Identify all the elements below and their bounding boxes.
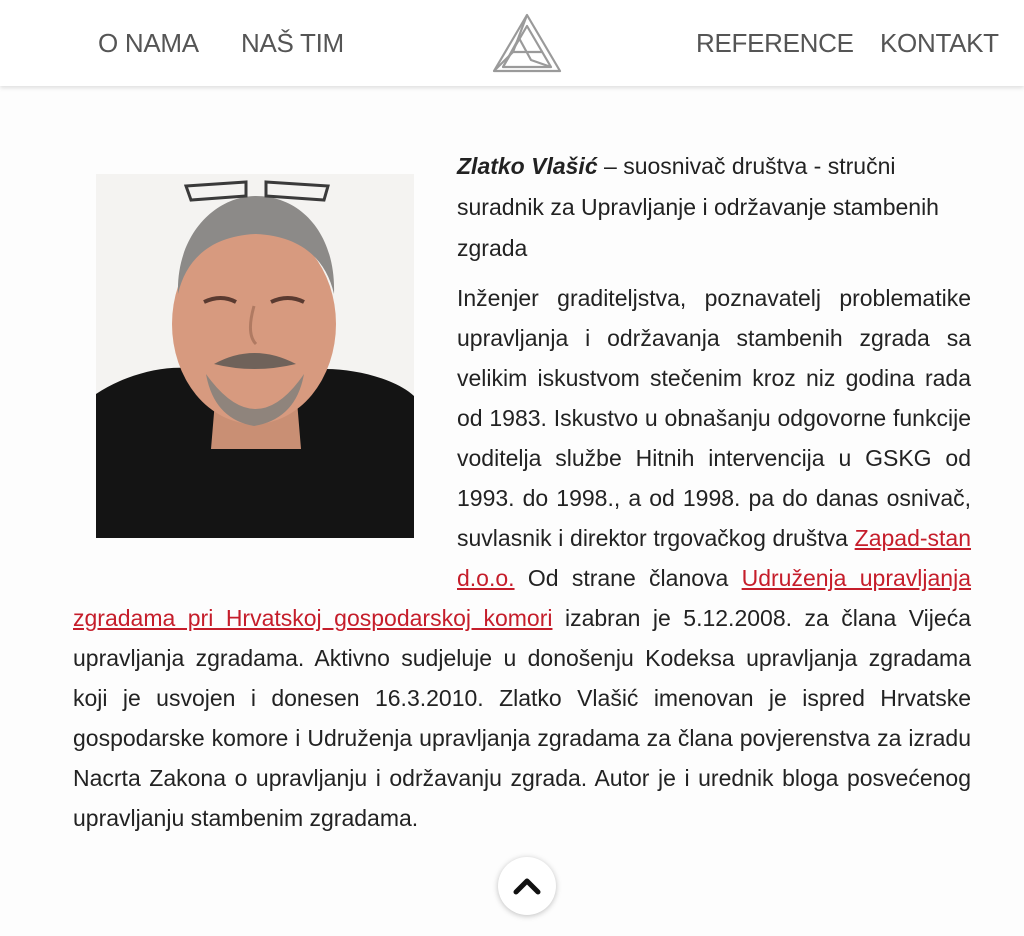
- top-navbar: [0, 0, 1024, 86]
- triangle-logo-icon[interactable]: [491, 12, 563, 74]
- nav-reference[interactable]: REFERENCE: [696, 28, 854, 58]
- bio-paragraph: [73, 278, 971, 838]
- zapad-stan-link[interactable]: Zapad-stan d.o.o.: [457, 525, 971, 591]
- photo-float-spacer: [73, 278, 457, 596]
- chevron-up-icon: [512, 876, 542, 896]
- main-content: [0, 86, 1024, 936]
- bio-text-2: Od strane članova: [514, 565, 742, 591]
- person-role: – suosnivač društva - stručni suradnik za Upravljanje i održavanje stambenih zgrada: [457, 153, 939, 261]
- nav-nas-tim[interactable]: NAŠ TIM: [241, 28, 344, 58]
- bio-text-1: Inženjer graditeljstva, poznavatelj problematike upravljanja i održavanja stambenih zgrada sa velikim iskustvom stečenim kroz niz godina rada od 1983. Iskustvo u obnašanju odgovorne funkcije voditelja službe Hitnih intervencija u GSKG od 1993. do 1998., a od 1998. pa do danas osnivač, suvlasnik i direktor trgovačkog društva: [457, 285, 971, 551]
- person-heading: [457, 146, 977, 269]
- scroll-top-button[interactable]: [498, 857, 556, 915]
- nav-o-nama[interactable]: O NAMA: [98, 28, 199, 58]
- nav-kontakt[interactable]: KONTAKT: [880, 28, 999, 58]
- bio-text-3: izabran je 5.12.2008. za člana Vijeća upravljanja zgradama. Aktivno sudjeluje u donošenju Kodeksa upravljanja zgradama koji je usvojen i donesen 16.3.2010. Zlatko Vlašić imenovan je ispred Hrvatske gospodarske komore i Udruženja upravljanja zgradama za člana povjerenstva za izradu Nacrta Zakona o upravljanju i održavanju zgrada. Autor je i urednik bloga posvećenog upravljanju stambenim zgradama.: [73, 605, 971, 831]
- person-name: Zlatko Vlašić: [457, 153, 598, 179]
- udruzenje-link[interactable]: Udruženja upravljanja zgradama pri Hrvatskoj gospodarskoj komori: [73, 565, 971, 631]
